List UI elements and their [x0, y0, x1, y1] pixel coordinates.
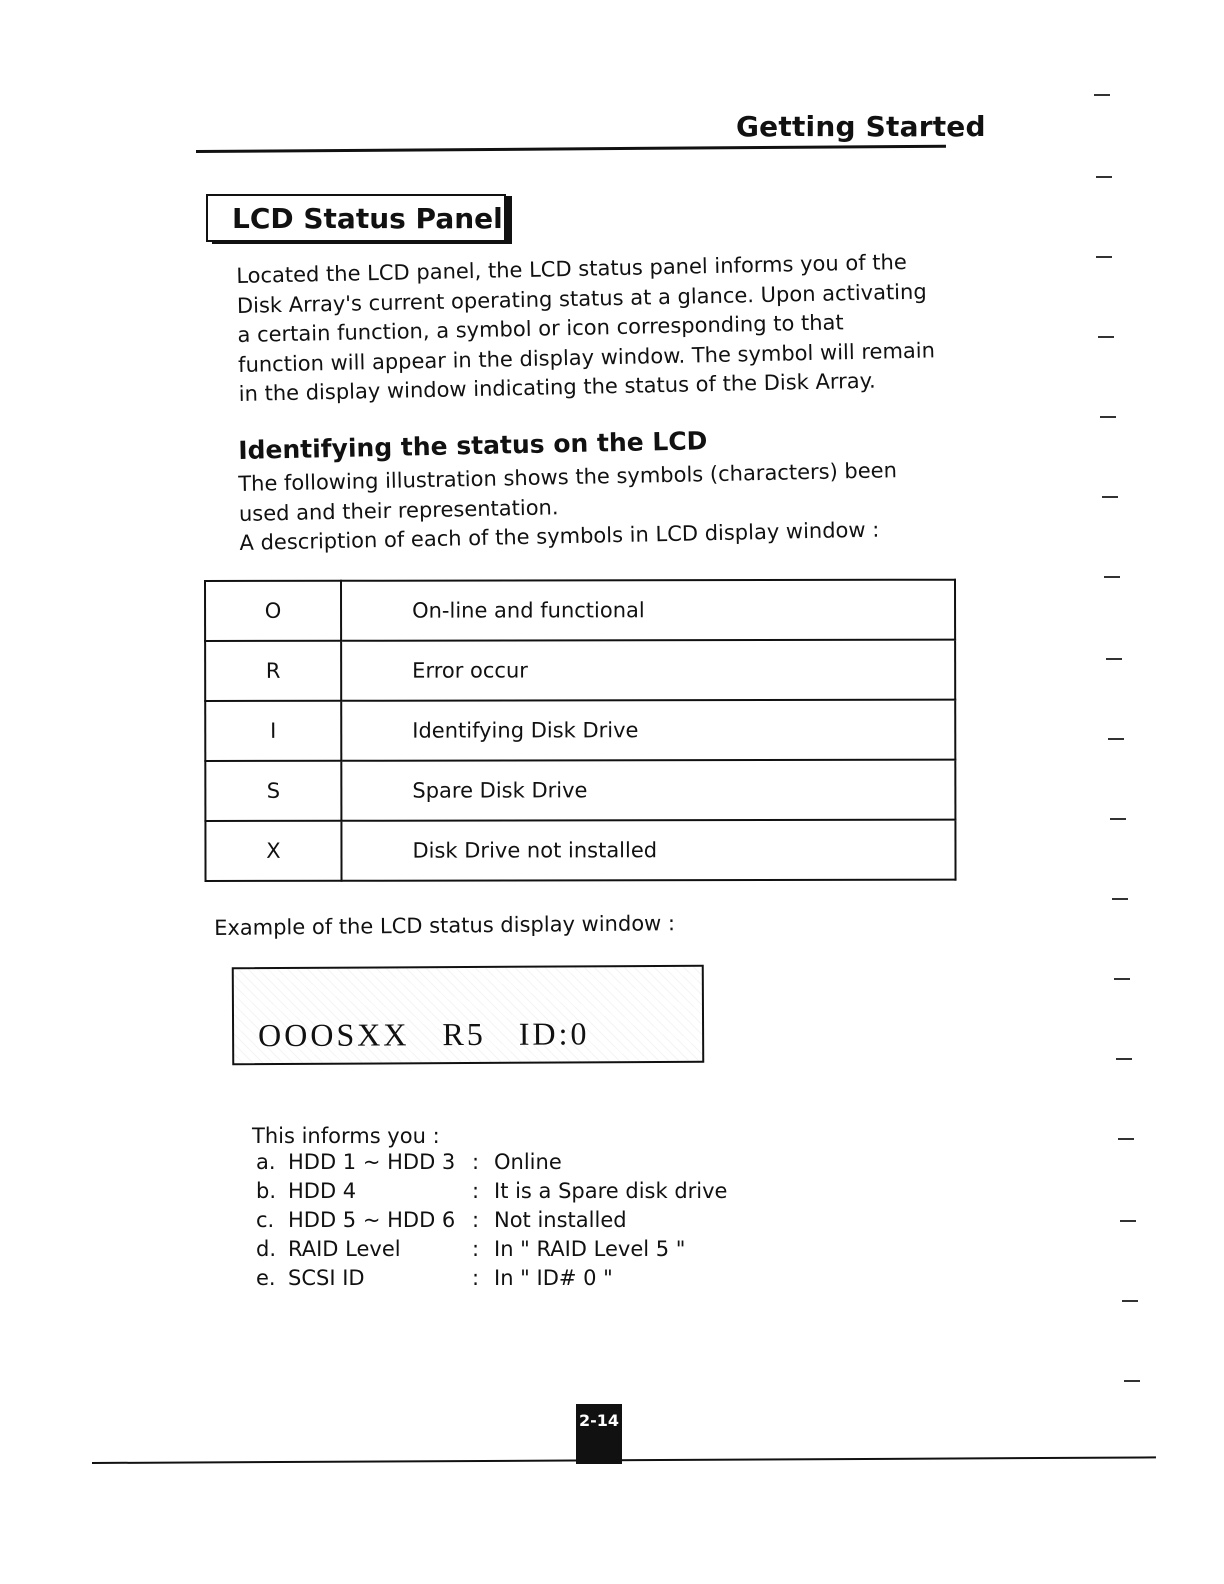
intro-line: a certain function, a symbol or icon corresponding to that — [237, 310, 844, 347]
lcd-display-text: OOOSXX R5 ID:0 — [258, 1015, 590, 1054]
list-item-value: Online — [494, 1150, 562, 1174]
list-item — [252, 1208, 627, 1237]
margin-tick — [1114, 978, 1130, 980]
margin-tick — [1118, 1138, 1134, 1140]
margin-tick — [1110, 818, 1126, 820]
list-item-separator: : — [472, 1150, 480, 1174]
subsection-line: The following illustration shows the symbols (characters) been — [238, 458, 898, 496]
list-item — [252, 1266, 613, 1295]
list-item-letter: e. — [256, 1266, 276, 1290]
symbol-cell: O — [205, 581, 341, 641]
margin-tick — [1096, 256, 1112, 258]
section-title: LCD Status Panel — [232, 202, 503, 235]
list-item-value: In " RAID Level 5 " — [494, 1237, 686, 1261]
intro-line: function will appear in the display window. The symbol will remain — [237, 337, 936, 377]
intro-paragraph — [236, 247, 959, 410]
list-item-label: HDD 5 ~ HDD 6 — [288, 1208, 456, 1232]
list-item-separator: : — [472, 1208, 480, 1232]
symbol-cell: I — [205, 701, 341, 761]
list-item-label: HDD 4 — [288, 1179, 357, 1203]
margin-tick — [1122, 1300, 1138, 1302]
list-item-value: In " ID# 0 " — [494, 1266, 613, 1290]
list-item-separator: : — [472, 1266, 480, 1290]
intro-line: in the display window indicating the status of the Disk Array. — [238, 368, 876, 406]
margin-tick — [1120, 1220, 1136, 1222]
description-cell: Disk Drive not installed — [341, 820, 955, 881]
page-number: 2-14 — [576, 1404, 622, 1464]
margin-tick — [1094, 94, 1110, 96]
informs-list — [252, 1124, 728, 1295]
margin-tick — [1096, 176, 1112, 178]
list-item-label: SCSI ID — [288, 1266, 365, 1290]
example-label: Example of the LCD status display window : — [214, 911, 676, 940]
lcd-display-window — [232, 965, 705, 1065]
subsection-paragraph — [238, 456, 898, 558]
footer-rule — [92, 1456, 1156, 1464]
table-row — [205, 580, 955, 641]
list-item-label: RAID Level — [288, 1237, 401, 1261]
list-item — [252, 1150, 562, 1179]
list-item-letter: c. — [256, 1208, 275, 1232]
symbol-cell: S — [205, 761, 341, 821]
list-item-value: It is a Spare disk drive — [494, 1179, 728, 1203]
margin-tick — [1124, 1380, 1140, 1382]
subsection-line: A description of each of the symbols in LCD display window : — [239, 517, 880, 555]
table-row — [205, 700, 955, 761]
list-item-separator: : — [472, 1179, 480, 1203]
subsection-heading: Identifying the status on the LCD — [238, 426, 708, 465]
margin-tick — [1102, 496, 1118, 498]
description-cell: Identifying Disk Drive — [341, 700, 955, 761]
margin-tick — [1116, 1058, 1132, 1060]
page-header-title: Getting Started — [736, 110, 986, 143]
section-title-box — [206, 194, 506, 242]
list-item-value: Not installed — [494, 1208, 627, 1232]
table-row — [205, 760, 955, 821]
margin-tick — [1100, 416, 1116, 418]
margin-tick — [1106, 658, 1122, 660]
intro-line: Disk Array's current operating status at a glance. Upon activating — [236, 279, 927, 318]
list-item-letter: d. — [256, 1237, 277, 1261]
list-item-label: HDD 1 ~ HDD 3 — [288, 1150, 456, 1174]
list-item — [252, 1179, 728, 1208]
list-item-letter: a. — [256, 1150, 276, 1174]
margin-tick — [1112, 898, 1128, 900]
list-item — [252, 1237, 686, 1266]
margin-tick — [1104, 576, 1120, 578]
table-row — [205, 640, 955, 701]
subsection-line: used and their representation. — [238, 494, 559, 526]
description-cell: Spare Disk Drive — [341, 760, 955, 821]
symbol-cell: X — [205, 821, 341, 881]
table-row — [205, 820, 955, 881]
list-item-letter: b. — [256, 1179, 277, 1203]
margin-tick — [1098, 336, 1114, 338]
description-cell: On-line and functional — [341, 580, 955, 641]
description-cell: Error occur — [341, 640, 955, 701]
margin-tick — [1108, 738, 1124, 740]
header-rule — [196, 145, 946, 153]
informs-intro: This informs you : — [252, 1124, 440, 1148]
intro-line: Located the LCD panel, the LCD status panel informs you of the — [236, 249, 907, 288]
symbol-cell: R — [205, 641, 341, 701]
symbol-table — [204, 579, 957, 882]
list-item-separator: : — [472, 1237, 480, 1261]
